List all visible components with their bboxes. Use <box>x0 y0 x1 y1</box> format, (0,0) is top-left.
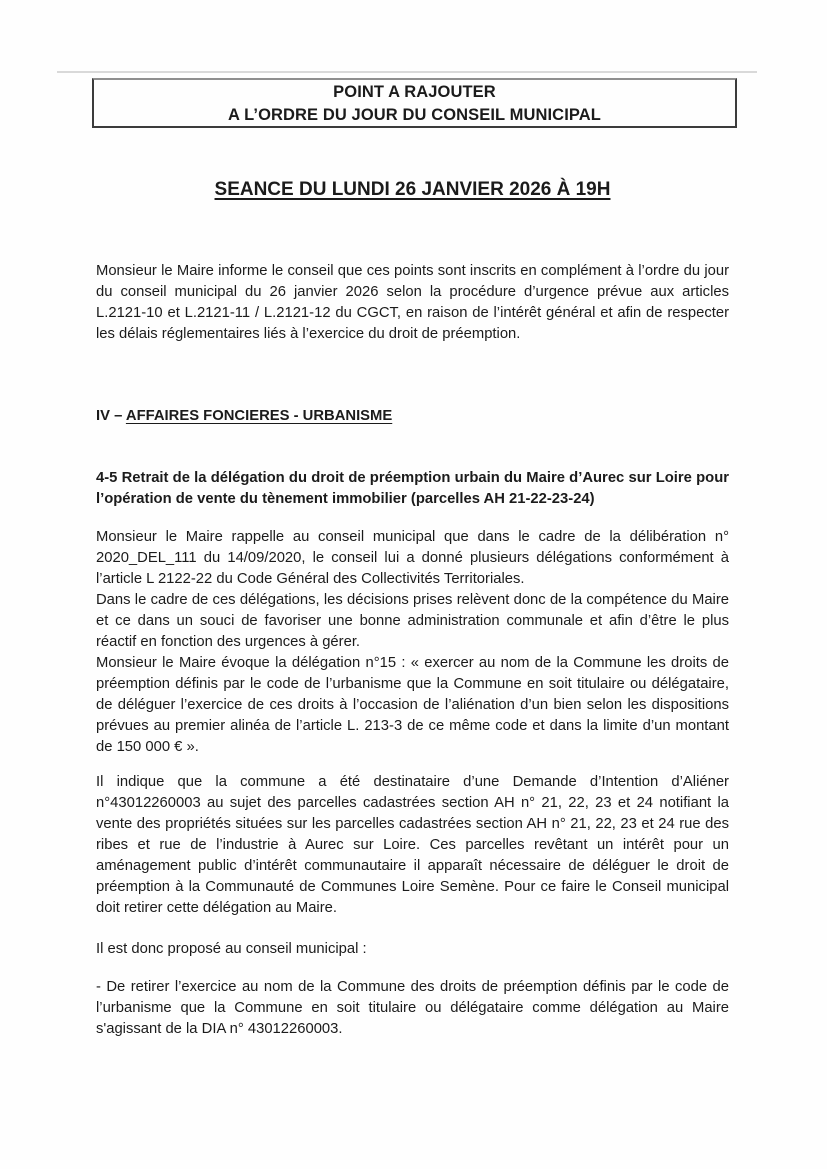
paragraph-proposal-item: - De retirer l’exercice au nom de la Commune des droits de préemption définis par le code de l’urbanisme que la Commune en soit titulaire ou délégataire comme délégation au Maire s'agissant de la DIA n° 43012260003. <box>96 979 729 1037</box>
paragraph-delegations-scope: Dans le cadre de ces délégations, les décisions prises relèvent donc de la compétence du Maire et ce dans un souci de favoriser une bonne administration communale et afin d’être le plus réactif en fonction des urgences à gérer. <box>96 592 729 650</box>
intro-paragraph: Monsieur le Maire informe le conseil que ces points sont inscrits en complément à l’ordre du jour du conseil municipal du 26 janvier 2026 selon la procédure d’urgence prévue aux articles L.2121-10 et L.2121-11 / L.2121-12 du CGCT, en raison de l’intérêt général et afin de respecter les délais réglementaires liés à l’exercice du droit de préemption. <box>96 263 729 342</box>
item-heading: 4-5 Retrait de la délégation du droit de préemption urbain du Maire d’Aurec sur Loire pour l’opération de vente du tènement immobilier (parcelles AH 21-22-23-24) <box>96 470 729 507</box>
section-title: AFFAIRES FONCIERES - URBANISME <box>125 408 393 424</box>
title-box <box>92 78 737 128</box>
session-heading <box>96 178 729 202</box>
section-heading <box>96 406 729 427</box>
scan-artifact-line <box>57 71 757 73</box>
session-heading-text: SEANCE DU LUNDI 26 JANVIER 2026 À 19H <box>214 179 611 200</box>
paragraph-proposal-intro: Il est donc proposé au conseil municipal : <box>96 941 367 957</box>
paragraph-delegation-15: Monsieur le Maire évoque la délégation n°15 : « exercer au nom de la Commune les droits de préemption définis par le code de l’urbanisme que la Commune en soit titulaire ou délégataire, de déléguer l’exercice de ces droits à l’occasion de l’aliénation d’un bien selon les dispositions prévues au premier alinéa de l’article L. 213-3 de ce même code et dans la limite d’un montant de 150 000 € ». <box>96 655 729 755</box>
section-number: IV – <box>96 408 126 424</box>
title-box-line-2: A L’ORDRE DU JOUR DU CONSEIL MUNICIPAL <box>228 106 601 124</box>
paragraph-recall-delegation: Monsieur le Maire rappelle au conseil municipal que dans le cadre de la délibération n° 2020_DEL_111 du 14/09/2020, le conseil lui a donné plusieurs délégations conformément à l’article L 2122-22 du Code Général des Collectivités Territoriales. <box>96 529 729 587</box>
title-box-line-1: POINT A RAJOUTER <box>333 83 496 101</box>
paragraph-dia-notice: Il indique que la commune a été destinataire d’une Demande d’Intention d’Aliéner n°43012260003 au sujet des parcelles cadastrées section AH n° 21, 22, 23 et 24 notifiant la vente des propriétés situées sur les parcelles cadastrées section AH n° 21, 22, 23 et 24 rue des ribes et rue de l’industrie à Aurec sur Loire. Ces parcelles revêtant un intérêt pour un aménagement public d’intérêt communautaire il apparaît nécessaire de déléguer le droit de préemption à la Communauté de Communes Loire Semène. Pour ce faire le Conseil municipal doit retirer cette délégation au Maire. <box>96 774 729 916</box>
